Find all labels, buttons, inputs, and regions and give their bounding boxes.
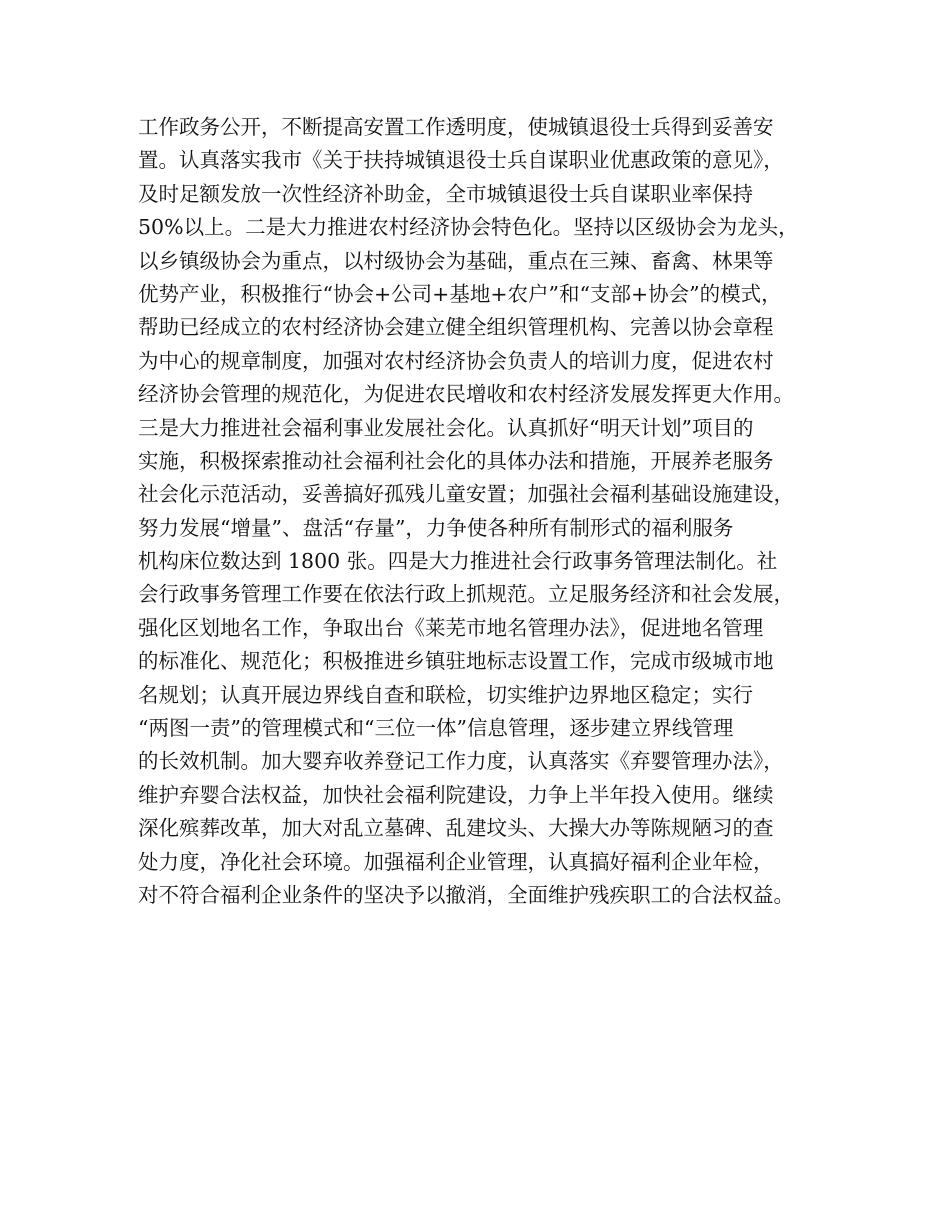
text-line: 处力度，净化社会环境。加强福利企业管理，认真搞好福利企业年检， — [138, 849, 774, 874]
body-paragraph — [138, 111, 838, 912]
text-line: 以乡镇级协会为重点，以村级协会为基础，重点在三辣、畜禽、林果等 — [138, 248, 774, 273]
text-line: 优势产业，积极推行“协会+公司+基地+农户”和“支部+协会”的模式， — [138, 281, 782, 306]
text-line: 会行政事务管理工作要在依法行政上抓规范。立足服务经济和社会发展， — [138, 582, 794, 607]
text-line: 工作政务公开，不断提高安置工作透明度，使城镇退役士兵得到妥善安 — [138, 115, 774, 139]
text-line: 实施，积极探索推动社会福利社会化的具体办法和措施，开展养老服务 — [138, 448, 774, 473]
text-line: 深化殡葬改革，加大对乱立墓碑、乱建坟头、大操大办等陈规陋习的查 — [138, 816, 774, 841]
text-line: 的长效机制。加大婴弃收养登记工作力度，认真落实《弃婴管理办法》， — [138, 749, 784, 774]
text-line: 的标准化、规范化；积极推进乡镇驻地标志设置工作，完成市级城市地 — [138, 649, 774, 674]
text-line: 及时足额发放一次性经济补助金，全市城镇退役士兵自谋职业率保持 — [138, 181, 753, 206]
text-line: 50%以上。二是大力推进农村经济协会特色化。坚持以区级协会为龙头， — [138, 215, 799, 240]
text-line: 对不符合福利企业条件的坚决予以撤消，全面维护残疾职工的合法权益。 — [138, 882, 794, 907]
text-line: 为中心的规章制度，加强对农村经济协会负责人的培训力度，促进农村 — [138, 348, 774, 373]
text-line: 经济协会管理的规范化，为促进农民增收和农村经济发展发挥更大作用。 — [138, 382, 794, 407]
text-line: 维护弃婴合法权益，加快社会福利院建设，力争上半年投入使用。继续 — [138, 782, 774, 807]
text-line: 机构床位数达到 1800 张。四是大力推进社会行政事务管理法制化。社 — [138, 549, 778, 574]
text-line: 三是大力推进社会福利事业发展社会化。认真抓好“明天计划”项目的 — [138, 415, 754, 440]
text-line: 帮助已经成立的农村经济协会建立健全组织管理机构、完善以协会章程 — [138, 315, 774, 340]
text-line: 名规划；认真开展边界线自查和联检，切实维护边界地区稳定；实行 — [138, 682, 753, 707]
text-line: 努力发展“增量”、盘活“存量”，力争使各种所有制形式的福利服务 — [138, 515, 734, 540]
text-line: “两图一责”的管理模式和“三位一体”信息管理，逐步建立界线管理 — [138, 716, 734, 741]
text-line: 社会化示范活动，妥善搞好孤残儿童安置；加强社会福利基础设施建设， — [138, 482, 794, 507]
text-line: 强化区划地名工作，争取出台《莱芜市地名管理办法》，促进地名管理 — [138, 615, 764, 640]
text-line: 置。认真落实我市《关于扶持城镇退役士兵自谋职业优惠政策的意见》， — [138, 148, 784, 173]
